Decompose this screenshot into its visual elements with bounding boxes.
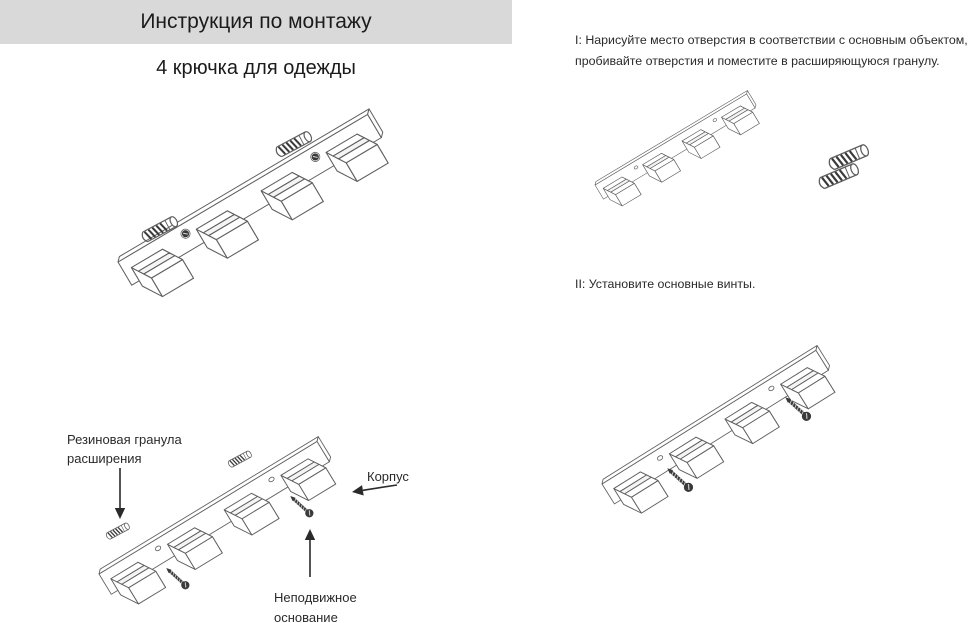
screw: [164, 565, 192, 591]
step1-line2: пробивайте отверстия и поместите в расширяющуюся гранулу.: [575, 54, 940, 68]
label-expansion-plug-line1: Резиновая гранула: [67, 432, 182, 447]
label-fixed-base-line2: основание: [274, 610, 338, 623]
arrow-to-fixed-base: [305, 529, 315, 577]
step2-instruction: II: Установите основные винты.: [575, 277, 756, 291]
step1-instruction: [575, 30, 968, 72]
main-assembled-drawing: [50, 85, 480, 330]
label-body: Корпус: [367, 469, 409, 484]
arrow-to-body: [352, 485, 397, 495]
expansion-plug: [105, 522, 130, 540]
step1-drawing: [555, 78, 970, 243]
hook-rail: [600, 346, 843, 523]
step2-drawing: [555, 328, 970, 553]
label-expansion-plug-line2: расширения: [67, 451, 142, 466]
step1-line1: I: Нарисуйте место отверстия в соответствии с основным объектом,: [575, 33, 968, 47]
hook-rail: [116, 109, 398, 307]
arrow-to-expansion-plug: [115, 468, 125, 519]
label-fixed-base: [274, 588, 357, 623]
subtitle: 4 крючка для одежды: [156, 57, 356, 79]
header-bar: [0, 0, 512, 44]
label-fixed-base-line1: Неподвижное: [274, 590, 357, 605]
hook-rail: [594, 91, 765, 213]
page-title: Инструкция по монтажу: [140, 10, 372, 33]
expansion-plug: [227, 450, 252, 468]
expansion-plug: [828, 144, 870, 171]
label-expansion-plug: [67, 430, 182, 468]
